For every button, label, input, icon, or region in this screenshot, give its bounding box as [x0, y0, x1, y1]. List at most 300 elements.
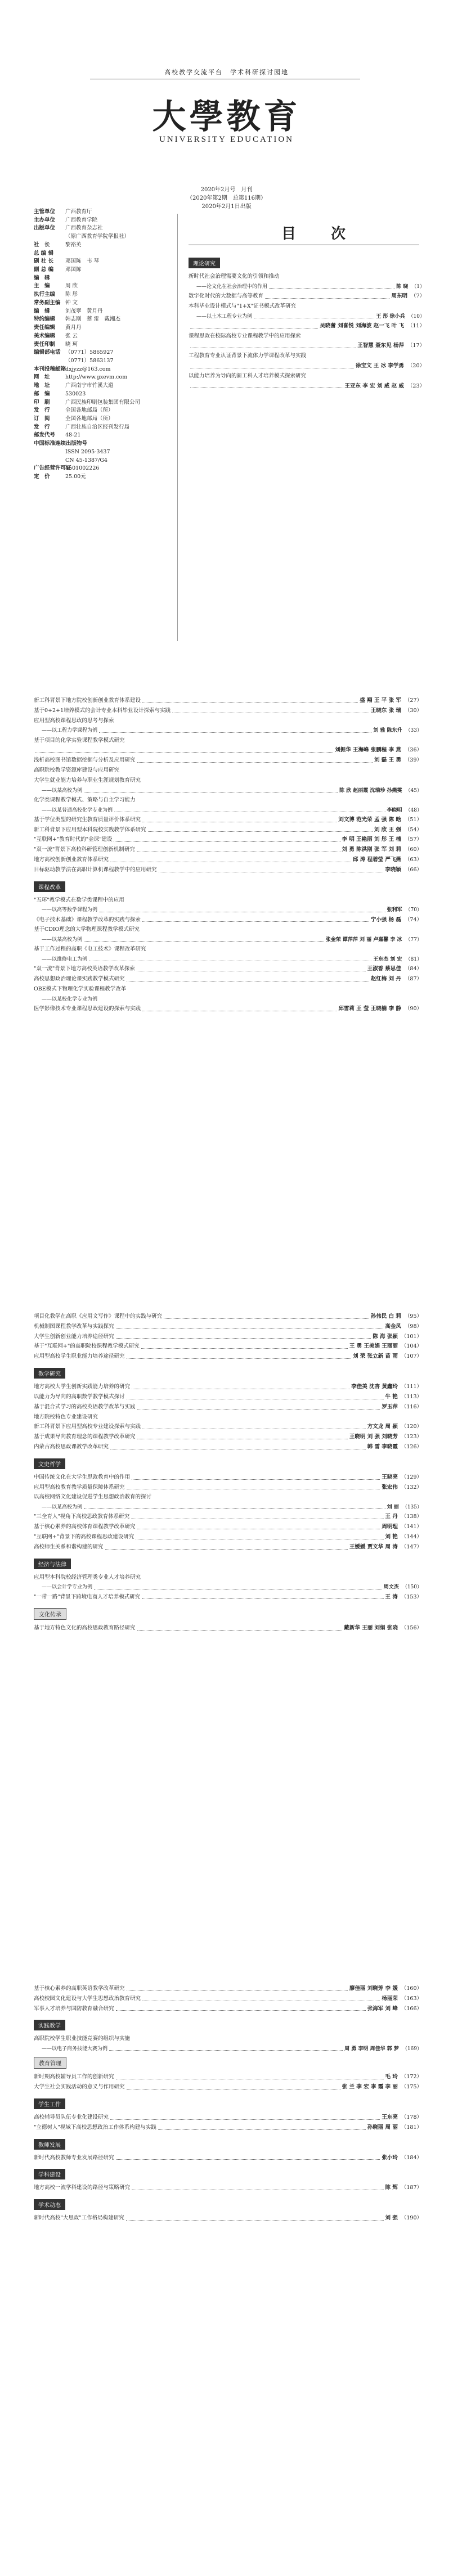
section-tag: 学生工作	[34, 2098, 65, 2109]
masthead-key: 副 社 长	[34, 258, 54, 265]
toc-entry-page: （20）	[407, 362, 425, 369]
toc-entry-title: 基于工作过程的高职《电工技术》课程改革研究	[34, 946, 146, 953]
leader-dots	[99, 907, 385, 912]
toc-entry-page: （7）	[410, 292, 425, 299]
masthead-value: 黎裕英	[65, 241, 82, 248]
toc-entry-title: 大学生就业能力培养与职业生涯规划教育研究	[34, 777, 141, 783]
toc-entry-authors: 徐宝文 王 冰 李学勇	[355, 362, 404, 369]
toc-entry-title: 新时代高校教师专业发展路径研究	[34, 2154, 114, 2161]
toc-subtitle: ——以会计学专业为例	[42, 1584, 93, 1591]
toc-entry-authors: 王晓亮	[382, 1474, 398, 1480]
masthead-value: （0771）5865927	[65, 349, 114, 356]
toc-entry[interactable]	[34, 1006, 422, 1013]
toc-entry[interactable]	[34, 757, 422, 764]
toc-entry-title: 机械制图课程教学改革与实践探究	[34, 1323, 114, 1330]
toc-entry[interactable]	[34, 1434, 422, 1441]
toc-entry[interactable]	[34, 857, 422, 864]
masthead-row	[34, 258, 158, 266]
masthead-value: dxjyzz@163.com	[65, 366, 111, 372]
toc-entry-authors: 高金凤	[385, 1323, 401, 1330]
toc-entry[interactable]	[189, 373, 425, 380]
toc-entry[interactable]	[189, 383, 425, 390]
toc-entry[interactable]	[34, 917, 422, 924]
toc-subtitle: ——以土木工程专业为例	[196, 313, 253, 319]
masthead-value: 邓国陈 韦 琴	[65, 258, 100, 265]
toc-entry-title: "一带一路"背景下跨境电商人才培养模式研究	[34, 1593, 141, 1600]
toc-subtitle-row[interactable]	[34, 996, 422, 1003]
toc-subtitle-row[interactable]	[34, 936, 422, 943]
toc-entry-page: （120）	[401, 1424, 422, 1430]
toc-entry-title: 基于0+2+1培养模式的会计专业本科毕业设计探索与实践	[34, 707, 171, 714]
toc-entry-title: 地方院校特色专业建设研究	[34, 1413, 98, 1420]
toc-entry-page: （160）	[401, 1985, 422, 1992]
toc-entry-title: 地方高校一流学科建设的路径与策略研究	[34, 2185, 131, 2191]
toc-entry-page: （51）	[404, 816, 422, 823]
toc-entry-title: 新工科背景下应用型本科院校实践教学体系研究	[34, 826, 146, 833]
toc-entry-page: （39）	[404, 757, 422, 764]
masthead-value: 广西教育杂志社	[65, 225, 103, 232]
toc-entry-authors: 李 明 王艳丽 刘 彤 王 楠	[342, 836, 401, 843]
toc-entry-authors: 孙晓丽 周 丽	[367, 2124, 398, 2131]
toc-entry[interactable]	[34, 2114, 422, 2122]
toc-entry-authors: 刘 欣 王 强	[374, 826, 401, 833]
toc-entry-title: 本科毕业设计模式与"1+X"证书模式改革研究	[189, 303, 297, 309]
toc-entry[interactable]	[34, 1996, 422, 2003]
toc-entry-authors: 王东杰 刘 宏	[373, 957, 402, 963]
toc-entry-title: 基于核心素养的高职英语教学改革研究	[34, 1985, 125, 1992]
toc-entry[interactable]	[189, 333, 425, 340]
masthead-key: 中国标准连续出版物号	[34, 440, 88, 447]
leader-dots	[127, 1990, 348, 1991]
toc-entry-title: "五环"教学模式在数学类课程中的应用	[34, 897, 124, 903]
toc-entry[interactable]	[34, 946, 422, 953]
toc-entry[interactable]	[34, 1353, 422, 1361]
toc-subtitle: ——以某校化学专业为例	[42, 996, 98, 1002]
masthead-row	[34, 250, 158, 258]
toc-entry[interactable]	[189, 353, 425, 360]
toc-entry-page: （126）	[401, 1443, 422, 1450]
toc-subtitle-row[interactable]	[34, 1504, 422, 1511]
issue-line: 2020年2月1日出版	[201, 204, 252, 210]
toc-entry-page: （175）	[401, 2084, 422, 2091]
toc-subtitle-row[interactable]	[34, 727, 422, 734]
toc-entry-title: 大学生创新创业能力培养途径研究	[34, 1333, 114, 1340]
section-tag: 教师发展	[34, 2139, 65, 2150]
masthead-row	[34, 366, 158, 374]
toc-entry-authors: 王晓东 张 瑞	[370, 707, 401, 714]
toc-entry[interactable]	[34, 697, 422, 705]
section-tag: 学术动态	[34, 2199, 65, 2210]
toc-entry[interactable]	[189, 323, 425, 330]
toc-entry[interactable]	[34, 1404, 422, 1411]
page-2	[0, 644, 453, 1288]
toc-entry[interactable]	[34, 708, 422, 715]
toc-entry-page: （178）	[401, 2114, 422, 2121]
toc-entry[interactable]	[34, 2084, 422, 2091]
toc-entry[interactable]	[34, 2215, 422, 2222]
section-tag: 理论研究	[189, 258, 220, 268]
toc-entry[interactable]	[34, 1394, 422, 1401]
masthead-value: 广西民族印刷包装集团有限公司	[65, 399, 141, 406]
toc-entry[interactable]	[34, 867, 422, 874]
toc-entry-page: （104）	[401, 1343, 422, 1350]
masthead-row	[34, 324, 158, 332]
masthead-key: 出版单位	[34, 225, 56, 232]
masthead-key: 主管单位	[34, 209, 56, 215]
leader-dots	[116, 2010, 366, 2011]
toc-subtitle-row[interactable]	[189, 283, 425, 290]
section-tag: 文化传承	[34, 1608, 66, 1620]
leader-dots	[269, 283, 394, 289]
toc-entry-authors: 邱雪莉 王 莹 王晓楠 李 静	[338, 1005, 401, 1012]
toc-entry[interactable]	[34, 1474, 422, 1481]
toc-entry[interactable]	[34, 2006, 422, 2013]
toc-entry-title: 高校思想政治理论课实践教学模式研究	[34, 976, 125, 983]
toc-entry-authors: 陈 辉	[385, 2185, 398, 2191]
toc-entry[interactable]	[34, 1514, 422, 1521]
issue-line: 2020年2月号 月刊	[200, 187, 253, 193]
toc-entry[interactable]	[34, 2185, 422, 2192]
toc-entry-page: （74）	[404, 916, 422, 923]
toc-entry[interactable]	[34, 767, 422, 774]
toc-entry-title: 高校师生关系和谐构建的研究	[34, 1543, 104, 1550]
toc-entry-page: （113）	[401, 1393, 422, 1400]
toc-entry[interactable]	[34, 1985, 422, 1993]
toc-entry-page: （163）	[401, 1995, 422, 2002]
toc-entry-title: "双一流"背景下地方高校英语教学改革探索	[34, 966, 135, 972]
toc-entry[interactable]	[34, 897, 422, 904]
masthead-key: 主办单位	[34, 217, 56, 223]
toc-entry-title: 基于学位类型的研究生教育质量评价体系研究	[34, 816, 141, 823]
masthead-row	[34, 424, 158, 432]
leader-dots	[127, 1358, 352, 1359]
leader-dots	[105, 1549, 348, 1550]
toc-entry-authors: 刘文博 范光荣 孟 强 陈 晗	[338, 816, 401, 823]
toc-entry-page: （123）	[401, 1434, 422, 1440]
toc-entry[interactable]	[34, 1574, 422, 1582]
toc-column	[189, 253, 425, 393]
toc-entry[interactable]	[34, 986, 422, 993]
masthead-row	[34, 390, 158, 399]
leader-dots	[126, 2220, 384, 2221]
masthead-row	[34, 241, 158, 250]
masthead-key: 网 址	[34, 374, 50, 381]
toc-entry-authors: 李晓明	[387, 807, 402, 813]
toc-subtitle: ——以维修电工为例	[42, 957, 88, 963]
masthead-row	[34, 341, 158, 349]
section-tag: 教学研究	[34, 1368, 65, 1379]
toc-entry[interactable]	[189, 363, 425, 370]
toc-entry-title: 基于地方特色文化的高校思政教育路径研究	[34, 1625, 136, 1632]
toc-entry[interactable]	[34, 836, 422, 844]
toc-entry-page: （101）	[401, 1333, 422, 1340]
toc-entry-authors: 刘 强	[385, 2215, 398, 2222]
leader-dots	[158, 2129, 366, 2130]
toc-entry-title: 化学类课程教学模式、策略与自主学习能力	[34, 796, 136, 803]
masthead-key: 执行主编	[34, 291, 56, 298]
toc-entry-authors: 牛 艳	[385, 1393, 398, 1400]
masthead-value: CN 45-1387/G4	[65, 457, 107, 463]
masthead-row	[34, 233, 158, 241]
toc-entry-page: （141）	[401, 1524, 422, 1530]
masthead-key: 编 辑	[34, 308, 50, 314]
masthead-value: 晓 珂	[65, 341, 78, 348]
toc-entry-title: 工程教育专业认证背景下流体力学课程改革与实践	[189, 353, 307, 359]
toc-subtitle-row[interactable]	[34, 2046, 422, 2052]
toc-entry[interactable]	[34, 926, 422, 934]
toc-entry-page: （107）	[401, 1353, 422, 1360]
toc-entry-title: 内蒙古高校思政课教学改革研究	[34, 1443, 109, 1450]
toc-entry-title: 地方高校创新创业教育体系研究	[34, 856, 109, 863]
toc-entry-authors: 杨丽荣	[382, 1995, 398, 2002]
toc-entry[interactable]	[34, 2035, 422, 2043]
leader-dots	[116, 1328, 384, 1329]
toc-entry-title: 高职院校教学资源库建设与应用研究	[34, 767, 120, 774]
toc-entry-title: 基于CDIO理念的大学物理课程教学模式研究	[34, 926, 140, 933]
toc-entry-page: （138）	[401, 1514, 422, 1520]
toc-entry-authors: 张利军	[387, 907, 402, 913]
toc-entry-title: 应用型高校学生职业能力培养途径研究	[34, 1353, 125, 1360]
toc-entry[interactable]	[34, 817, 422, 824]
masthead-key: 特约编辑	[34, 316, 56, 323]
toc-subtitle: ——以某普通高校化学专业为例	[42, 807, 113, 813]
leader-dots	[84, 787, 338, 792]
journal-logo-english: UNIVERSITY EDUCATION	[159, 135, 294, 144]
toc-entry-page: （129）	[401, 1474, 422, 1480]
masthead-value: 黄月丹	[65, 325, 82, 331]
toc-entry-authors: 王晓明 刘 强 刘晓芳	[349, 1434, 398, 1440]
toc-subtitle-row[interactable]	[34, 956, 422, 963]
toc-subtitle-row[interactable]	[34, 787, 422, 794]
toc-entry-title: 应用型高校教育教学质量保障体系研究	[34, 1484, 125, 1490]
toc-entry-authors: 张 兰 李 宏 李 霞 李 丽	[342, 2084, 398, 2091]
toc-page-4	[34, 1983, 422, 2225]
toc-entry-page: （57）	[404, 836, 422, 843]
masthead-value: 邓国陈	[65, 267, 82, 273]
toc-entry[interactable]	[34, 1494, 422, 1501]
masthead-row	[34, 332, 158, 341]
toc-entry[interactable]	[34, 2074, 422, 2081]
toc-entry[interactable]	[34, 1484, 422, 1492]
toc-entry-authors: 刘 荣 张立新 苗 雨	[353, 1353, 398, 1360]
toc-entry[interactable]	[34, 747, 422, 754]
toc-entry-title: 医学影像技术专业课程思政建设的探索与实践	[34, 1005, 141, 1012]
toc-entry[interactable]	[34, 718, 422, 725]
toc-entry-title: "三全育人"视角下高校思政教育体系研究	[34, 1514, 130, 1520]
toc-entry-page: （111）	[401, 1384, 422, 1390]
toc-subtitle: ——以高等数学课程为例	[42, 907, 98, 913]
section-tag: 文史哲学	[34, 1458, 65, 1469]
toc-entry[interactable]	[34, 797, 422, 804]
toc-entry[interactable]	[34, 777, 422, 785]
toc-entry[interactable]	[34, 1384, 422, 1391]
toc-entry-title: 基于混合式学习的高校英语教学改革与实践	[34, 1403, 136, 1410]
toc-entry[interactable]	[189, 303, 425, 310]
masthead-key	[34, 357, 65, 366]
masthead-key: 发 行	[34, 424, 50, 430]
toc-entry-page: （95）	[404, 1313, 422, 1319]
masthead-value: http://www.gxevm.com	[65, 374, 128, 381]
toc-entry-page: （98）	[404, 1323, 422, 1330]
toc-entry-title: 浅析高校图书馆数据挖掘与分析及应用研究	[34, 757, 136, 764]
toc-entry-authors: 张宏伟	[382, 1484, 398, 1490]
toc-entry-title: 基于"互联网+"的高职院校课程教学模式研究	[34, 1343, 140, 1350]
masthead-value: 全国各地邮局（所）	[65, 415, 114, 422]
toc-entry-authors: 孙伟民 白 莉	[370, 1313, 401, 1319]
toc-entry-authors: 刘 雅 陈东升	[373, 728, 402, 734]
toc-entry[interactable]	[34, 827, 422, 834]
masthead-row	[34, 266, 158, 274]
toc-entry[interactable]	[34, 1313, 422, 1321]
toc-entry-authors: 张金荣 谭萍萍 刘 丽 卢嘉馨 李 冰	[325, 937, 402, 943]
toc-entry-page: （23）	[407, 382, 425, 389]
leader-dots	[84, 936, 324, 942]
masthead	[34, 208, 158, 481]
masthead-row	[34, 465, 158, 473]
issue-info	[0, 186, 453, 211]
toc-entry-title: 基于项目的化学实验课程教学模式研究	[34, 737, 125, 744]
toc-entry-authors: 王亚东 李 宏 刘 威 赵 威	[344, 382, 404, 389]
toc-entry-authors: 李晓颖	[385, 866, 401, 873]
toc-entry-title: 数字化时代的大数据与高等教育	[189, 292, 264, 299]
toc-entry-title: 新时期高校辅导员工作的创新研究	[34, 2074, 114, 2080]
section-tag: 课程改革	[34, 881, 65, 892]
toc-entry-page: （87）	[404, 976, 422, 983]
toc-entry[interactable]	[189, 293, 425, 300]
leader-dots	[265, 298, 389, 299]
masthead-row	[34, 399, 158, 407]
toc-entry-title: 以能力为导向的高职数学教学模式探讨	[34, 1393, 125, 1400]
masthead-key: 编 辑	[34, 274, 50, 281]
toc-entry[interactable]	[34, 1524, 422, 1531]
toc-entry-page: （66）	[404, 866, 422, 873]
toc-entry-page: （36）	[404, 747, 422, 754]
masthead-key: 发 行	[34, 407, 50, 414]
toc-entry-authors: 王 涛	[385, 1593, 398, 1600]
toc-entry[interactable]	[34, 1444, 422, 1451]
masthead-row	[34, 448, 158, 457]
tagline: 高校教学交流平台 学术科研探讨园地	[164, 69, 289, 76]
toc-entry-page: （181）	[401, 2124, 422, 2131]
toc-entry-authors: 陈 晓	[396, 283, 409, 290]
toc-entry-page: （135）	[402, 1505, 422, 1511]
toc-entry-page: （147）	[401, 1543, 422, 1550]
toc-entry-page: （172）	[401, 2074, 422, 2080]
leader-dots	[114, 807, 385, 812]
toc-entry[interactable]	[34, 1414, 422, 1421]
toc-entry-authors: 刘 勇 陈洪刚 张 军 刘 莉	[342, 846, 401, 853]
toc-subtitle-row[interactable]	[189, 313, 425, 320]
toc-entry[interactable]	[34, 1334, 422, 1341]
page-1	[0, 0, 453, 644]
toc-entry[interactable]	[189, 343, 425, 350]
masthead-key: 常务副主编	[34, 299, 61, 306]
toc-entry-authors: 王淑香 蔡思佳	[367, 966, 401, 972]
toc-entry-title: 新工科背景下应用型高校专业建设探索与实践	[34, 1424, 141, 1430]
toc-entry[interactable]	[34, 1343, 422, 1350]
toc-entry[interactable]	[34, 737, 422, 745]
leader-dots	[142, 921, 369, 922]
toc-entry-authors: 王智慧 聂东见 杨萍	[357, 343, 404, 349]
leader-dots	[84, 1504, 385, 1509]
toc-entry[interactable]	[34, 1544, 422, 1551]
masthead-row	[34, 282, 158, 291]
toc-entry-authors: 廖佳丽 刘晓芳 李 媛	[349, 1985, 398, 1992]
masthead-key	[34, 233, 65, 241]
toc-entry[interactable]	[34, 2124, 422, 2132]
toc-entry-authors: 戴新华 王丽 刘娟 张晓	[344, 1625, 398, 1632]
toc-entry-title: 项目化教学在高职《应用文写作》课程中的实践与研究	[34, 1313, 163, 1319]
page-4	[0, 1932, 453, 2576]
toc-subtitle-row[interactable]	[34, 1584, 422, 1591]
masthead-key: 总 编 辑	[34, 250, 54, 256]
masthead-key: 订 阅	[34, 415, 50, 422]
toc-entry[interactable]	[34, 1594, 422, 1601]
masthead-key: 邮 编	[34, 390, 50, 397]
toc-entry-authors: 刘 艳	[385, 1533, 398, 1540]
masthead-row	[34, 382, 158, 390]
masthead-value	[65, 274, 158, 283]
toc-entry[interactable]	[34, 1534, 422, 1541]
toc-entry-title: 课程思政在校际高校专业课程教学中的应用探索	[189, 332, 301, 339]
toc-entry[interactable]	[34, 846, 422, 854]
toc-entry[interactable]	[189, 273, 425, 281]
column-divider	[177, 214, 178, 641]
toc-entry-page: （63）	[404, 856, 422, 863]
toc-entry-page: （30）	[404, 707, 422, 714]
toc-entry-authors: 王媛媛 贾文华 周 涛	[349, 1543, 398, 1550]
toc-subtitle-row[interactable]	[34, 807, 422, 814]
toc-entry-title: 基于成果导向教育理念的课程教学改革研究	[34, 1434, 136, 1440]
masthead-value: 刘茂翠 黄月丹	[65, 308, 103, 314]
toc-entry-authors: 周 勇 李明 周佳华 郭 梦	[344, 2046, 399, 2052]
toc-entry[interactable]	[34, 1424, 422, 1431]
masthead-key: 本刊投稿邮箱	[34, 366, 66, 372]
masthead-value: 48-21	[65, 432, 81, 439]
toc-entry[interactable]	[34, 2155, 422, 2162]
toc-entry-title: 目标驱动教学法在高职计算机课程教学中的应用研究	[34, 866, 157, 873]
toc-entry[interactable]	[34, 1323, 422, 1331]
leader-dots	[141, 1348, 348, 1349]
masthead-key	[34, 457, 65, 465]
toc-entry-page: （190）	[401, 2215, 422, 2222]
toc-entry-title: 地方高校大学生创新实践能力培养的研究	[34, 1384, 131, 1390]
leader-dots	[94, 1584, 382, 1589]
toc-entry[interactable]	[34, 966, 422, 973]
toc-subtitle-row[interactable]	[34, 907, 422, 913]
toc-entry[interactable]	[34, 1625, 422, 1632]
toc-entry-title: 应用型高校课程思政的思考与探索	[34, 717, 114, 724]
toc-entry-authors: 王 丹	[385, 1514, 398, 1520]
section-tag: 实践教学	[34, 2020, 65, 2030]
toc-entry-title: "互联网+"背景下的高校课程思政建设研究	[34, 1533, 134, 1540]
leader-dots	[99, 727, 371, 732]
toc-entry-page: （187）	[401, 2185, 422, 2191]
toc-entry-page: （169）	[402, 2046, 422, 2052]
toc-entry[interactable]	[34, 976, 422, 983]
masthead-row	[34, 316, 158, 324]
toc-entry-authors: 刘 磊 王 勇	[374, 757, 401, 764]
masthead-key: 邮发代号	[34, 432, 56, 439]
toc-entry-title: 以高校网络文化建设促进学生思想政治教育的探讨	[34, 1494, 152, 1501]
toc-entry-title: OBE模式下物理化学实验课程教学改革	[34, 985, 127, 992]
toc-entry-page: （48）	[405, 807, 422, 813]
toc-entry-authors: 宁小强 杨 磊	[370, 916, 401, 923]
toc-subtitle: ——以工程力学课程为例	[42, 728, 98, 734]
toc-subtitle: ——论文化在社会治理中的作用	[196, 283, 268, 290]
toc-entry-authors: 刘 丽	[387, 1505, 399, 1511]
masthead-key: 地 址	[34, 382, 50, 389]
